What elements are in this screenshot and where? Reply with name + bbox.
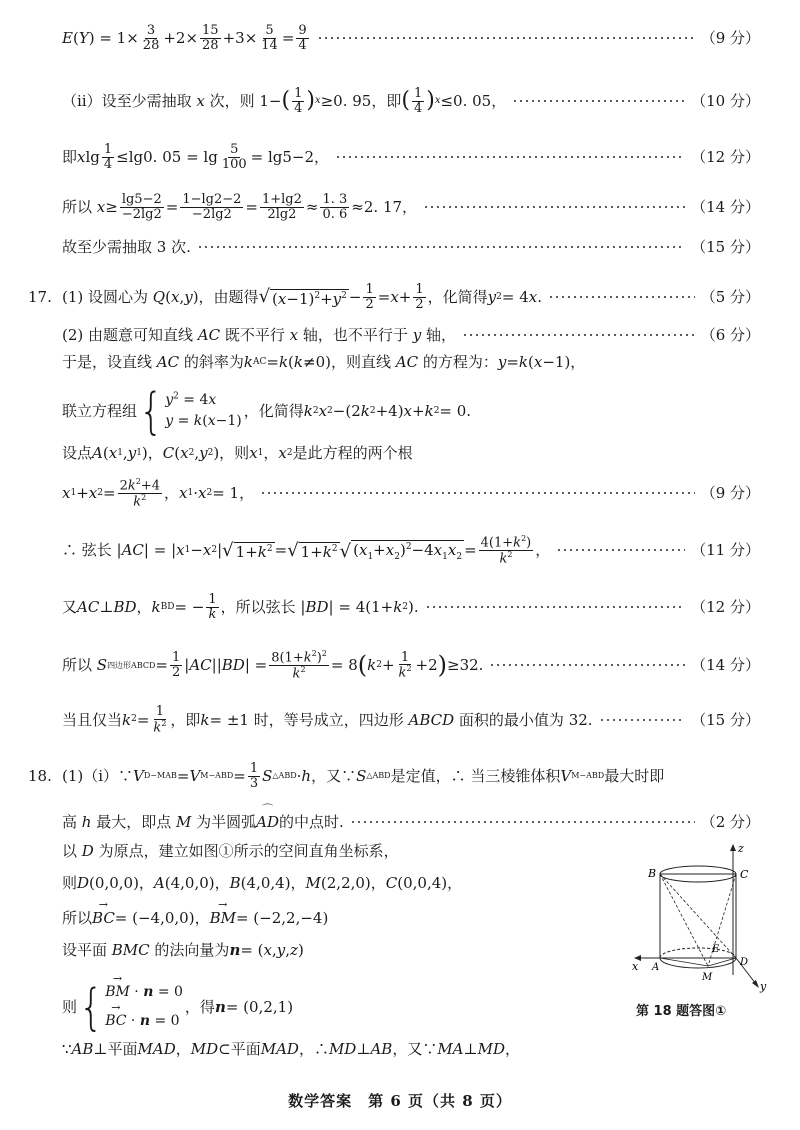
text-q17-slope: 于是，设直线 AC 的斜率为 k AC = k ( k ≠0)，则直线 AC 的方程为： y = k ( x −1)， [62,353,586,371]
line-q18-5 [62,909,620,927]
line-q17-roots [62,444,760,462]
label-m: M [702,972,713,983]
line-q18-1 [28,762,760,790]
text-q18-6: 设平面 BMC 的法向量为 n = ( x , y , z ) [62,941,304,959]
dot-leader [556,549,685,551]
text-q17-2: (2) 由题意可知直线 AC 既不平行 x 轴，也不平行于 y 轴， [62,326,456,344]
formula-q17-ac: ∴ 弦长 | AC | = | x 1 − x 2 | √ $1+k^2$ = √ $1+k^2$ √ $(x_1+x_2)^2-4x_1x_2$ = $\frac{4(1+k^2)}{k^2}$ ， [62,534,551,567]
line-ey [62,24,760,52]
label-x: x [632,960,639,973]
score: （12 分） [691,148,760,167]
dot-leader [548,296,695,298]
formula-q18-7: 则 { → BM · n = 0 → BC · n = 0 ，得 n = (0,2,1) [62,978,293,1037]
line-conclusion [62,238,760,256]
score: （14 分） [691,656,760,675]
label-z: z [738,842,744,855]
line-ii [62,87,760,115]
dot-leader [489,664,685,666]
line-result [62,193,760,221]
label-b: B [648,867,657,880]
text-q18-3: 以 D 为原点，建立如图①所示的空间直角坐标系， [62,842,399,860]
score: （10 分） [691,92,760,111]
formula-q18-1: (1)（ⅰ）∵ V D−MAB = V M−ABD = $\frac{1}{3}$ S △ABD · h ，又∵ S △ABD 是定值，∴ 当三棱锥体积 V M−ABD 最大时即 [62,761,665,791]
line-q18-3 [62,842,620,860]
formula-q17-1: (1) 设圆心为 Q ( x , y )，由题得 √ $(x-1)^2+y^2$ − $\frac{1}{2}$ = x + $\frac{1}{2}$ ，化简得 y 2 = 4 x . [62,282,543,312]
formula-ey: E ( Y ) = 1× $\frac{3}{28}$ +2× $\frac{15}{28}$ +3× $\frac{5}{14}$ = $\frac{9}{4}$ [62,23,307,53]
formula-q17-vieta: x 1 + x 2 = $\frac{2k^2+4}{k^2}$ ， x 1 · x 2 = 1， [62,477,255,510]
am-line [660,958,708,966]
score: （14 分） [691,198,760,217]
dot-leader [350,821,695,823]
line-q18-8 [62,1040,760,1058]
dot-leader [335,156,685,158]
line-q18-6 [62,941,620,959]
score: （5 分） [700,288,760,307]
line-q17-area [62,650,760,681]
score: （6 分） [700,326,760,344]
line-q17-vieta [62,478,760,509]
line-q17-system [62,382,760,440]
text-q18-8: ∵ AB ⊥平面 MAD ， MD ⊂平面 MAD ，∴ MD ⊥ AB ，又∵ MA ⊥ MD ， [62,1040,521,1058]
dot-leader [423,206,685,208]
bd-line [660,874,736,958]
dot-leader [462,334,695,336]
md-line [708,958,736,966]
formula-q17-system: 联立方程组 { $y^2 = 4x$ y = k(x−1) ，化简得 k 2 x 2 −(2 k 2 +4) x + k 2 = 0. [62,382,472,440]
formula-q17-min: 当且仅当 k 2 = $\frac{1}{k^2}$ ，即 k = ±1 时，等号成立，四边形 ABCD 面积的最小值为 32. [62,704,593,735]
text-q18-4: 则 D (0,0,0)， A (4,0,0)， B (4,0,4)， M (2,2,0)， C (0,0,4)， [62,874,463,892]
question-number: 17. [28,288,52,307]
line-q17-ac [62,535,760,566]
dot-leader [599,719,686,721]
z-axis-arrow [730,844,736,851]
text-q17-roots: 设点 A ( x 1 , y 1 )， C ( x 2 , y 2 )，则 x 1 ， x 2 是此方程的两个根 [62,444,413,462]
text-conclusion: 故至少需抽取 3 次. [62,238,191,256]
dot-leader [317,37,695,39]
figure-caption: 第 18 题答图① [636,1004,727,1019]
formula-result: 所以 x ≥ $\frac{\lg 5-2}{-2\lg 2}$ = $\frac{1-\lg 2-2}{-2\lg 2}$ = $\frac{1+\lg 2}{2\lg 2}$ ≈ $\frac{1. 3}{0. 6}$ ≈2. 17， [62,192,418,222]
line-q17-slope [62,353,760,371]
score: （9 分） [700,484,760,503]
question-number: 18. [28,767,52,786]
score: （11 分） [691,541,760,560]
y-axis-arrow [752,980,759,988]
line-q18-2 [62,803,760,831]
label-d: D [740,957,749,968]
formula-ii: （ⅱ）设至少需抽取 x 次，则 1− ( $\frac{1}{4}$ ) x ≥0. 95，即 ( $\frac{1}{4}$ ) x ≤0. 05， [62,86,507,116]
formula-lg: 即 x lg $\frac{1}{4}$ ≤lg0. 05 = lg $\frac{5}{100}$ = lg5−2， [62,142,330,172]
line-q17-2 [62,326,760,344]
text-q18-2: 高 h 最大，即点 M 为半圆弧 AD ⌒ 的中点时. [62,803,344,831]
formula-q17-area: 所以 S 四边形ABCD = $\frac{1}{2}$ | AC || BD | = $\frac{8(1+k^2)^2}{k^2}$ = 8 ( k 2 + $\frac{1}{k^2}$ +2 ) ≥32. [62,649,484,682]
line-q18-7 [62,978,620,1037]
score: （12 分） [691,598,760,617]
score: （15 分） [691,710,760,729]
line-q17-bd [62,593,760,621]
score: （15 分） [691,238,760,256]
line-q17-min [62,705,760,735]
line-q17-1 [28,283,760,311]
dot-leader [512,100,685,102]
bottom-back-arc [660,948,736,958]
text-q18-5: 所以 → BC = (−4,0,0)， → BM = (−2,2,−4) [62,909,328,927]
bm-line [660,874,708,966]
dot-leader [197,246,685,248]
label-c: C [740,868,749,881]
label-a: A [652,962,660,973]
dot-leader [260,492,695,494]
label-y: y [760,980,767,993]
dot-leader [425,606,685,608]
label-e: E [712,944,720,955]
score: （2 分） [700,813,760,831]
score: （9 分） [700,29,760,48]
line-q18-4 [62,874,620,892]
page-footer: 数学答案 第 6 页（共 8 页） [288,1092,512,1110]
formula-q17-bd: 又 AC ⊥ BD ， k BD = − $\frac{1}{k}$ ，所以弦长 | BD | = 4(1+ k 2 ). [62,592,419,622]
line-lg [62,143,760,171]
